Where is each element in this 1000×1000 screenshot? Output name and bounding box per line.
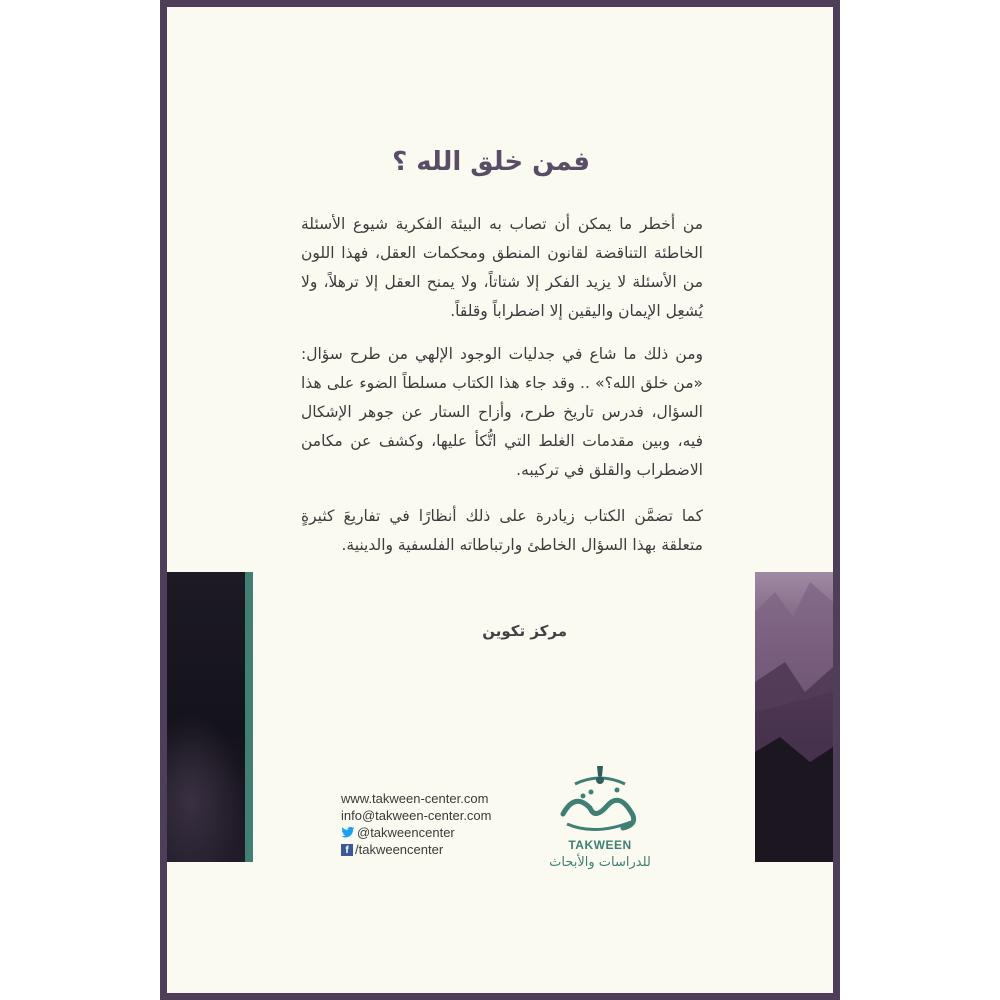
right-decorative-band — [755, 572, 833, 862]
facebook-link[interactable] — [341, 841, 492, 858]
description-paragraph-3: كما تضمَّن الكتاب زيادرة على ذلك أنظارًا في تفاريعَ كثيرةٍ متعلقة بهذا السؤال الخاطئ وارتباطاته الفلسفية والدينية. — [301, 507, 703, 554]
publisher-signature: مركز تكوين — [482, 622, 567, 640]
email-text: info@takween-center.com — [341, 808, 492, 823]
contact-info — [341, 790, 492, 858]
left-decorative-band — [167, 572, 245, 862]
website-link[interactable] — [341, 790, 492, 807]
left-band-accent-stripe — [245, 572, 253, 862]
logo-arabic-subtitle: للدراسات والأبحاث — [549, 855, 651, 870]
takween-calligraphy-icon — [535, 762, 665, 842]
twitter-link[interactable] — [341, 824, 492, 841]
logo-latin-text: TAKWEEN — [568, 838, 632, 852]
description-paragraph-2: ومن ذلك ما شاع في جدليات الوجود الإلهي من طرح سؤال: «من خلق الله؟» .. وقد جاء هذا الكتاب مسلطاً الضوء على هذا السؤال، فدرس تاريخ طرح، وأزاح الستار عن جوهر الإشكال فيه، وبين مقدمات الغلط التي اتُّكأ عليها، وكشف عن مكامن الاضطراب والقلق في تركيبه. — [301, 345, 703, 479]
left-band-shade — [167, 712, 245, 862]
twitter-handle-text: @takweencenter — [357, 825, 455, 840]
twitter-bird-icon — [341, 826, 355, 839]
facebook-icon: f — [341, 844, 353, 856]
email-link[interactable] — [341, 807, 492, 824]
takween-logo — [535, 762, 665, 892]
description-paragraph-1: من أخطر ما يمكن أن تصاب به البيئة الفكرية شيوع الأسئلة الخاطئة التناقضة لقانون المنطق ومحكمات العقل، فهذا اللون من الأسئلة لا يزيد الفكر إلا شتاتاً، ولا يمنح العقل إلا ترهلاً، ولا يُشعِل الإيمان واليقين إلا اضطراباً وقلقاً. — [301, 215, 703, 320]
book-title: فمن خلق الله ؟ — [392, 147, 590, 177]
website-text: www.takween-center.com — [341, 791, 489, 806]
book-back-cover — [160, 0, 840, 1000]
purple-rock-texture — [755, 572, 833, 862]
facebook-handle-text: /takweencenter — [355, 842, 444, 857]
